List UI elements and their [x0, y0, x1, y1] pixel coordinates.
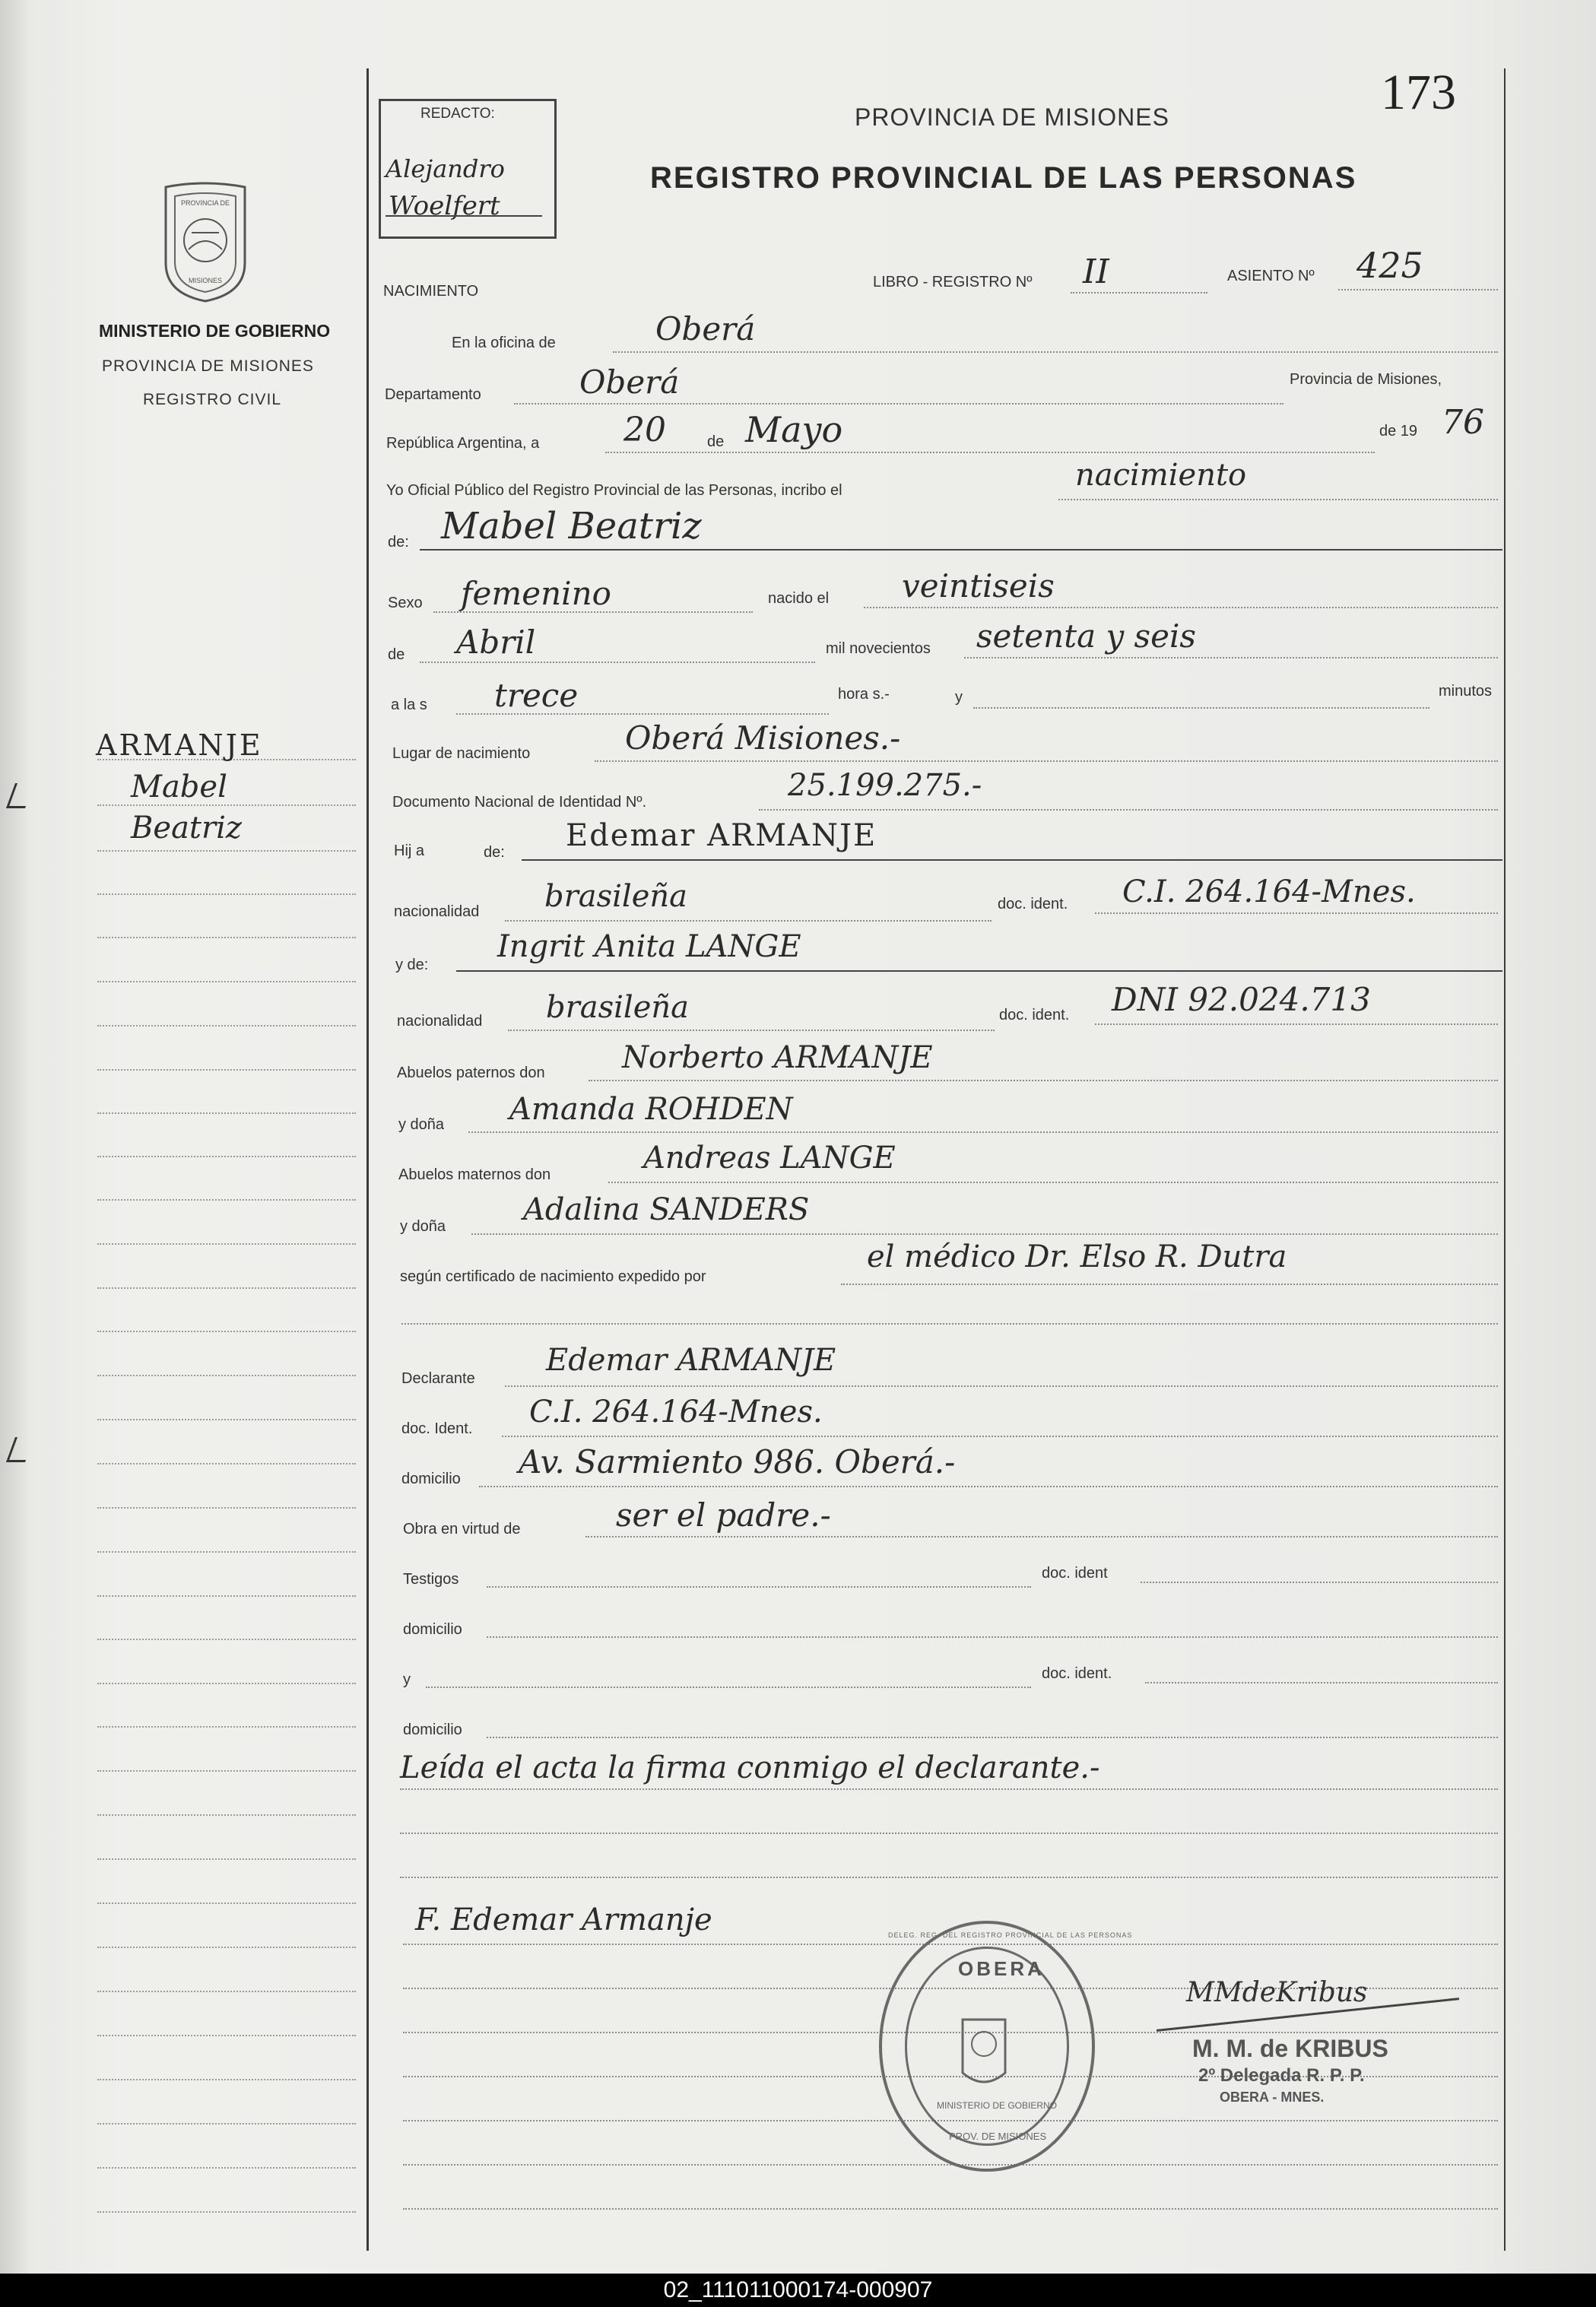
padre-value: Edemar ARMANJE	[566, 818, 877, 853]
abuela-pat: Amanda ROHDEN	[509, 1092, 793, 1127]
doc-ident-label-2: doc. ident.	[999, 1007, 1070, 1023]
redacto-name-1: Alejandro	[386, 154, 505, 183]
oficial-cargo: 2º Delegada R. P. P.	[1198, 2065, 1365, 2086]
obra-label: Obra en virtud de	[403, 1521, 521, 1537]
mes-value: Mayo	[745, 409, 843, 450]
madre-value: Ingrit Anita LANGE	[497, 929, 801, 964]
margin-name-1: Mabel	[131, 770, 227, 804]
asiento-value: 425	[1356, 245, 1423, 286]
official-stamp	[879, 1921, 1133, 2172]
doc-ident-label-3: doc. Ident.	[401, 1420, 473, 1437]
declarante-label: Declarante	[401, 1370, 475, 1387]
de-anio-label: de 19	[1379, 423, 1418, 440]
inscribo-label: Yo Oficial Público del Registro Provincial de las Personas, incribo el	[386, 482, 842, 499]
domicilio-label-3: domicilio	[403, 1722, 462, 1738]
nacionalidad-padre: brasileña	[544, 879, 687, 914]
certificado-label: según certificado de nacimiento expedido por	[400, 1268, 706, 1285]
y-dona-label-2: y doña	[400, 1218, 446, 1235]
redacto-name-2: Woelfert	[389, 191, 500, 221]
domicilio-value: Av. Sarmiento 986. Oberá.-	[519, 1443, 956, 1480]
redacto-box	[379, 99, 557, 239]
doc-ident-label-5: doc. ident.	[1042, 1665, 1112, 1682]
seal-icon	[158, 179, 252, 304]
anio-nac-value: setenta y seis	[976, 617, 1196, 655]
y-label: y	[955, 689, 963, 706]
leida-text: Leída el acta la firma conmigo el declarante.-	[400, 1750, 1100, 1785]
departamento-label: Departamento	[385, 386, 481, 403]
provincia-label: Provincia de Misiones,	[1290, 371, 1442, 388]
province-label-small: PROVINCIA DE MISIONES	[102, 357, 314, 375]
dni-label: Documento Nacional de Identidad Nº.	[392, 794, 647, 811]
departamento-value: Oberá	[579, 363, 680, 401]
nacido-label: nacido el	[768, 590, 830, 607]
nombre-value: Mabel Beatriz	[441, 505, 702, 547]
registro-civil-label: REGISTRO CIVIL	[143, 391, 282, 408]
doc-ident-label-4: doc. ident	[1042, 1565, 1108, 1582]
domicilio-label: domicilio	[401, 1471, 461, 1487]
dia-value: 20	[623, 411, 666, 449]
y-dona-label: y doña	[398, 1116, 445, 1133]
punch-mark	[6, 783, 34, 808]
libro-label: LIBRO - REGISTRO Nº	[873, 274, 1033, 290]
nacionalidad-madre: brasileña	[546, 990, 689, 1025]
obra-value: ser el padre.-	[616, 1496, 831, 1534]
de-label-3: de	[388, 646, 405, 663]
oficial-name: M. M. de KRIBUS	[1192, 2035, 1388, 2062]
lugar-label: Lugar de nacimiento	[392, 745, 531, 762]
de-label-2: de:	[388, 534, 409, 551]
doc-madre: DNI 92.024.713	[1112, 981, 1371, 1018]
minutos-label: minutos	[1439, 683, 1493, 700]
doc-padre: C.I. 264.164-Mnes.	[1122, 874, 1416, 909]
hora-value: trece	[494, 677, 579, 714]
de-label: de	[707, 433, 725, 450]
nacionalidad-label: nacionalidad	[394, 903, 480, 920]
testigos-label: Testigos	[403, 1571, 459, 1588]
anio-value: 76	[1442, 403, 1484, 442]
province-header: PROVINCIA DE MISIONES	[855, 103, 1169, 131]
abuelos-pat-label: Abuelos paternos don	[397, 1065, 545, 1081]
svg-text:PROVINCIA DE: PROVINCIA DE	[180, 199, 230, 207]
firma-declarante: F. Edemar Armanje	[415, 1902, 712, 1937]
lugar-value: Oberá Misiones.-	[625, 719, 901, 757]
certificado-value: el médico Dr. Elso R. Dutra	[867, 1239, 1287, 1274]
svg-text:MISIONES: MISIONES	[188, 277, 223, 284]
stamp-inner-text: MINISTERIO DE GOBIERNO	[937, 2100, 1058, 2111]
stamp-top-text: OBERA	[958, 1957, 1045, 1980]
doc-declarante: C.I. 264.164-Mnes.	[529, 1395, 823, 1430]
margin-rule	[366, 68, 369, 2251]
oficina-value: Oberá	[655, 310, 756, 347]
oficial-lugar: OBERA - MNES.	[1220, 2090, 1325, 2105]
sexo-label: Sexo	[388, 595, 423, 611]
stamp-bottom-text: PROV. DE MISIONES	[949, 2131, 1047, 2142]
sexo-value: femenino	[461, 575, 611, 612]
record-type-label: NACIMIENTO	[383, 283, 479, 300]
abuelo-pat: Norberto ARMANJE	[622, 1040, 933, 1075]
firma-oficial: MMdeKribus	[1186, 1977, 1368, 2008]
nacionalidad-label-2: nacionalidad	[397, 1013, 483, 1030]
y-de-label: y de:	[395, 957, 429, 973]
redacto-label: REDACTO:	[420, 106, 495, 122]
declarante-value: Edemar ARMANJE	[546, 1343, 836, 1378]
libro-value: II	[1083, 252, 1109, 291]
mes-nac-value: Abril	[456, 624, 536, 661]
horas-label: hora s.-	[838, 686, 890, 703]
hijo-label: Hij a	[394, 843, 425, 859]
margin-name-2: Beatriz	[131, 811, 242, 846]
mil-label: mil novecientos	[826, 640, 931, 657]
oficina-label: En la oficina de	[452, 335, 556, 351]
domicilio-label-2: domicilio	[403, 1621, 462, 1638]
ministry-label: MINISTERIO DE GOBIERNO	[99, 321, 331, 341]
abuelos-mat-label: Abuelos maternos don	[398, 1166, 551, 1183]
y-label-2: y	[403, 1671, 411, 1688]
punch-mark	[6, 1437, 34, 1462]
abuelo-mat: Andreas LANGE	[643, 1141, 896, 1176]
margin-surname: ARMANJE	[96, 728, 263, 762]
republica-label: República Argentina, a	[386, 435, 540, 452]
asiento-label: ASIENTO Nº	[1227, 268, 1315, 284]
page-number: 173	[1381, 65, 1456, 120]
a-las-label: a la s	[391, 697, 427, 713]
province-seal	[158, 179, 252, 304]
dni-value: 25.199.275.-	[788, 768, 982, 803]
inscribo-value: nacimiento	[1075, 458, 1247, 493]
stamp-ring-text: DELEG. REG. DEL REGISTRO PROVINCIAL DE LAS PERSONAS	[888, 1931, 1133, 1939]
nacido-value: veintiseis	[902, 567, 1055, 605]
doc-ident-label: doc. ident.	[998, 896, 1068, 912]
de-label-4: de:	[484, 844, 505, 861]
footer-filename: 02_111011000174-000907	[0, 2274, 1596, 2307]
document-title: REGISTRO PROVINCIAL DE LAS PERSONAS	[650, 161, 1357, 195]
abuela-mat: Adalina SANDERS	[523, 1192, 810, 1227]
right-rule	[1504, 68, 1506, 2251]
